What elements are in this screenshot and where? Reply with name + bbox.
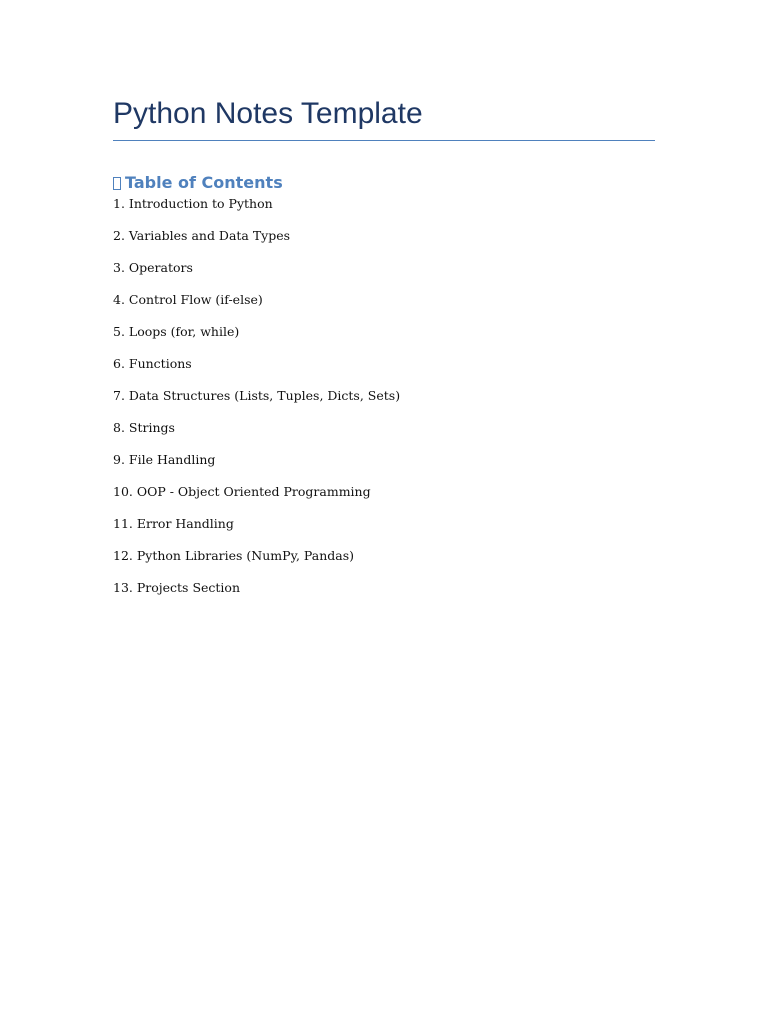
toc-item-oop: 10. OOP - Object Oriented Programming: [113, 484, 371, 499]
toc-heading: [113, 171, 655, 195]
toc-item-strings: 8. Strings: [113, 420, 175, 435]
toc-item-projects: 13. Projects Section: [113, 580, 241, 595]
toc-item-loops: 5. Loops (for, while): [113, 324, 240, 339]
toc-item-python-libraries: 12. Python Libraries (NumPy, Pandas): [113, 548, 355, 563]
missing-glyph-icon: [113, 177, 121, 190]
toc-item-control-flow: 4. Control Flow (if-else): [113, 292, 263, 307]
toc-item-operators: 3. Operators: [113, 260, 193, 275]
toc-item-error-handling: 11. Error Handling: [113, 516, 234, 531]
toc-item-file-handling: 9. File Handling: [113, 452, 216, 467]
toc-item-variables: 2. Variables and Data Types: [113, 228, 291, 243]
toc-item-functions: 6. Functions: [113, 356, 192, 371]
toc-item-data-structures: 7. Data Structures (Lists, Tuples, Dicts, Sets): [113, 388, 401, 403]
toc-item-introduction: 1. Introduction to Python: [113, 196, 273, 211]
document-page: [113, 92, 655, 611]
title-underline: [113, 140, 655, 141]
toc-list: [113, 195, 655, 597]
toc-heading-label: Table of Contents: [125, 173, 283, 192]
document-title: Python Notes Template: [113, 97, 423, 130]
